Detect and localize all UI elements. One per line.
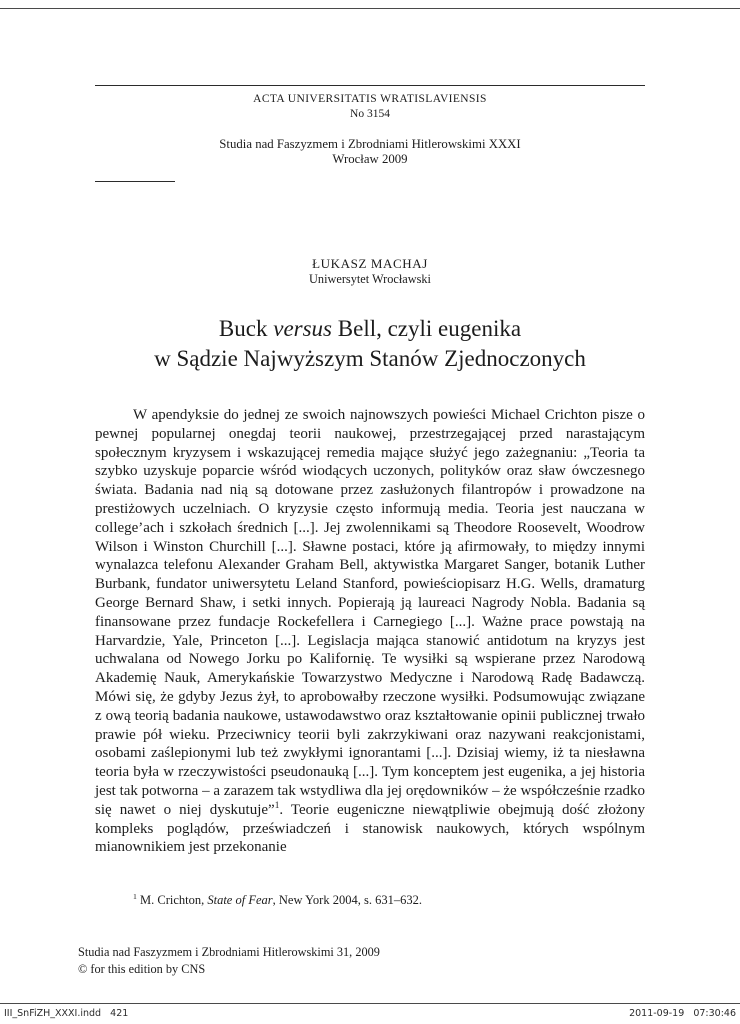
place-and-year: Wrocław 2009 [332, 152, 408, 166]
bottom-crop-line [0, 1003, 740, 1004]
author-block [95, 256, 645, 287]
paragraph-text: . Teorie eugeniczne niewątpliwie obejmują dość złożony kompleks poglądów, przeświadczeń i stanowisk naukowych, których wspólnym mianownikiem jest przekonanie [95, 801, 645, 856]
title-italic-segment: versus [273, 316, 333, 341]
slug-timestamp: 2011-09-19 07:30:46 [629, 1008, 736, 1019]
footer-copyright-line: © for this edition by CNS [78, 961, 206, 976]
masthead-short-rule [95, 181, 175, 182]
title-segment: Bell, czyli eugenika [332, 316, 522, 341]
body-paragraph [95, 406, 645, 857]
footnote-number: 1 [133, 891, 137, 901]
author-name: ŁUKASZ MACHAJ [312, 256, 428, 271]
footnote-italic-title: State of Fear [207, 893, 273, 907]
series-title: Studia nad Faszyzmem i Zbrodniami Hitlerowskimi XXXI [219, 137, 521, 151]
title-segment: Buck [218, 316, 274, 341]
footer-series-line: Studia nad Faszyzmem i Zbrodniami Hitlerowskimi 31, 2009 [78, 945, 380, 959]
journal-title: ACTA UNIVERSITATIS WRATISLAVIENSIS [253, 93, 487, 105]
article-title [75, 314, 665, 374]
article-title-line2: w Sądzie Najwyższym Stanów Zjednoczonych [154, 346, 586, 371]
journal-issue-number: No 3154 [350, 108, 390, 120]
footnote-text: , New York 2004, s. 631–632. [272, 893, 422, 907]
slug-filename-page: III_SnFiZH_XXXI.indd 421 [4, 1008, 129, 1019]
edition-footer [78, 944, 380, 977]
top-crop-line [0, 8, 740, 9]
author-affiliation: Uniwersytet Wrocławski [309, 272, 431, 286]
article-title-line1 [75, 314, 665, 344]
journal-masthead [95, 85, 645, 182]
article-body [95, 406, 645, 857]
footnote [95, 892, 645, 908]
footnote-reference: 1 [274, 800, 280, 811]
footnote-text: M. Crichton, [136, 893, 208, 907]
paragraph-text: W apendyksie do jednej ze swoich najnowszych powieści Michael Crichton pisze o pewnej popularnej onegdaj teorii naukowej, przestrzegającej przed narastającym społecznym kryzysem i wskazującej remedia mające służyć jego zażegnaniu: „Teoria ta szybko uzyskuje poparcie wśród wiodących uczonych, polityków oraz sław ówczesnego świata. Badania nad nią są dotowane przez zasłużonych filantropów i prowadzone na prestiżowych uczelniach. O kryzysie często informują media. Teoria jest nauczana w college’ach i szkołach średnich [...]. Jej zwolennikami są Theodore Roosevelt, Woodrow Wilson i Winston Churchill [...]. Sławne postaci, które ją afirmowały, to między innymi wynalazca telefonu Alexander Graham Bell, aktywistka Margaret Sanger, botanik Luther Burbank, fundator uniwersytetu Leland Stanford, powieściopisarz H.G. Wells, dramaturg George Bernard Shaw, i setki innych. Popierają ją laureaci Nagrody Nobla. Badania są finansowane przez fundacje Rockefellera i Carnegiego [...]. Ważne prace powstają na Harvardzie, Yale, Princeton [...]. Legislacja mająca stanowić antidotum na kryzys jest uchwalana od Nowego Jorku po Kalifornię. Te wysiłki są wspierane przez Narodową Akademię Nauk, Amerykańskie Towarzystwo Medyczne i Narodową Radę Badawczą. Mówi się, że gdyby Jezus żył, to aprobowałby rzeczone wysiłki. Podsumowując związane z ową teorią badania naukowe, ustawodawstwo oraz kształtowanie opinii publicznej trwało prawie pół wieku. Przeciwnicy teorii byli zakrzykiwani oraz nazywani reakcjonistami, osobami zaślepionymi lub też zwykłymi ignorantami [...]. Dzisiaj wiemy, iż ta niesławna teoria była w rzeczywistości pseudonauką [...]. Tym konceptem jest eugenika, a jej historia jest tak potworna – a zarazem tak wstydliwa dla jej orędowników – że współcześnie rzadko się nawet o niej dyskutuje” [95, 407, 645, 818]
